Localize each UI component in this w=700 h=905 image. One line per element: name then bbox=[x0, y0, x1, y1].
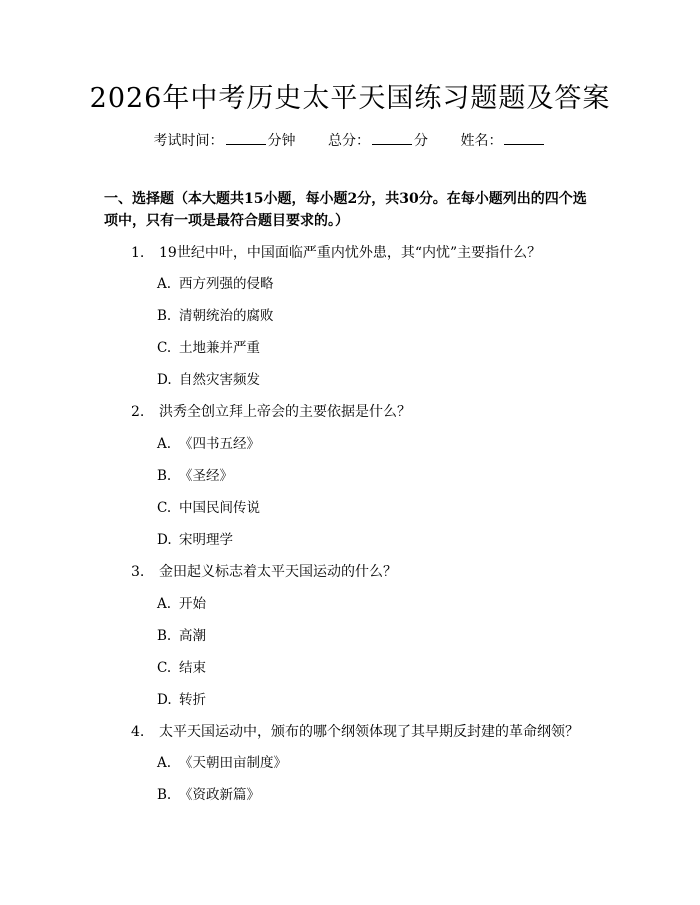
option-letter: A. bbox=[157, 436, 172, 452]
option bbox=[157, 466, 233, 486]
option bbox=[157, 626, 206, 646]
option bbox=[157, 753, 287, 773]
question-text: 洪秀全创立拜上帝会的主要依据是什么？ bbox=[159, 404, 411, 420]
option-letter: A. bbox=[157, 755, 172, 771]
exam-info bbox=[0, 130, 700, 151]
option-letter: D. bbox=[157, 532, 172, 548]
question-text: 19世纪中叶，中国面临严重内忧外患，其“内忧”主要指什么？ bbox=[159, 245, 542, 261]
option-text: 开始 bbox=[179, 596, 206, 612]
option-letter: D. bbox=[157, 692, 172, 708]
score-blank bbox=[372, 130, 412, 145]
name-field bbox=[460, 130, 546, 151]
question-text: 金田起义标志着太平天国运动的什么？ bbox=[159, 564, 397, 580]
option-letter: C. bbox=[157, 340, 172, 356]
option-letter: C. bbox=[157, 660, 172, 676]
option bbox=[157, 785, 260, 805]
option bbox=[157, 306, 274, 326]
option-text: 《天朝田亩制度》 bbox=[179, 755, 287, 771]
option-letter: B. bbox=[157, 468, 172, 484]
option-letter: B. bbox=[157, 787, 172, 803]
question bbox=[131, 402, 411, 422]
option-text: 结束 bbox=[179, 660, 206, 676]
option-text: 自然灾害频发 bbox=[179, 372, 260, 388]
option-text: 高潮 bbox=[179, 628, 206, 644]
option bbox=[157, 498, 260, 518]
option-text: 《资政新篇》 bbox=[179, 787, 260, 803]
option bbox=[157, 690, 206, 710]
question bbox=[131, 243, 541, 263]
option-letter: B. bbox=[157, 308, 172, 324]
option-text: 《圣经》 bbox=[179, 468, 233, 484]
option bbox=[157, 434, 260, 454]
option-letter: C. bbox=[157, 500, 172, 516]
question bbox=[131, 722, 579, 742]
time-field bbox=[154, 130, 296, 151]
question bbox=[131, 562, 397, 582]
score-label: 总分： bbox=[328, 133, 370, 149]
section-heading: 一、选择题（本大题共15小题，每小题2分，共30分。在每小题列出的四个选项中，只有一项是最符合题目要求的。） bbox=[104, 191, 587, 229]
option-letter: A. bbox=[157, 596, 172, 612]
time-unit: 分钟 bbox=[267, 133, 296, 149]
question-number: 4. bbox=[131, 724, 145, 740]
option bbox=[157, 530, 233, 550]
page-title: 2026年中考历史太平天国练习题题及答案 bbox=[89, 83, 611, 114]
question-number: 1. bbox=[131, 245, 145, 261]
question-number: 2. bbox=[131, 404, 145, 420]
option-text: 清朝统治的腐败 bbox=[179, 308, 274, 324]
option-letter: D. bbox=[157, 372, 172, 388]
option-text: 《四书五经》 bbox=[179, 436, 260, 452]
option-text: 土地兼并严重 bbox=[179, 340, 260, 356]
question-number: 3. bbox=[131, 564, 145, 580]
option-text: 中国民间传说 bbox=[179, 500, 260, 516]
option-text: 宋明理学 bbox=[179, 532, 233, 548]
option-text: 转折 bbox=[179, 692, 206, 708]
time-label: 考试时间： bbox=[153, 133, 224, 149]
time-blank bbox=[226, 130, 266, 145]
option bbox=[157, 658, 206, 678]
option bbox=[157, 594, 206, 614]
score-field bbox=[328, 130, 428, 151]
question-text: 太平天国运动中，颁布的哪个纲领体现了其早期反封建的革命纲领？ bbox=[159, 724, 579, 740]
option-letter: A. bbox=[157, 276, 172, 292]
score-unit: 分 bbox=[414, 133, 428, 149]
option bbox=[157, 370, 260, 390]
option-letter: B. bbox=[157, 628, 172, 644]
name-label: 姓名： bbox=[460, 133, 503, 149]
name-blank bbox=[504, 130, 544, 145]
option-text: 西方列强的侵略 bbox=[179, 276, 274, 292]
option bbox=[157, 338, 260, 358]
option bbox=[157, 274, 274, 294]
